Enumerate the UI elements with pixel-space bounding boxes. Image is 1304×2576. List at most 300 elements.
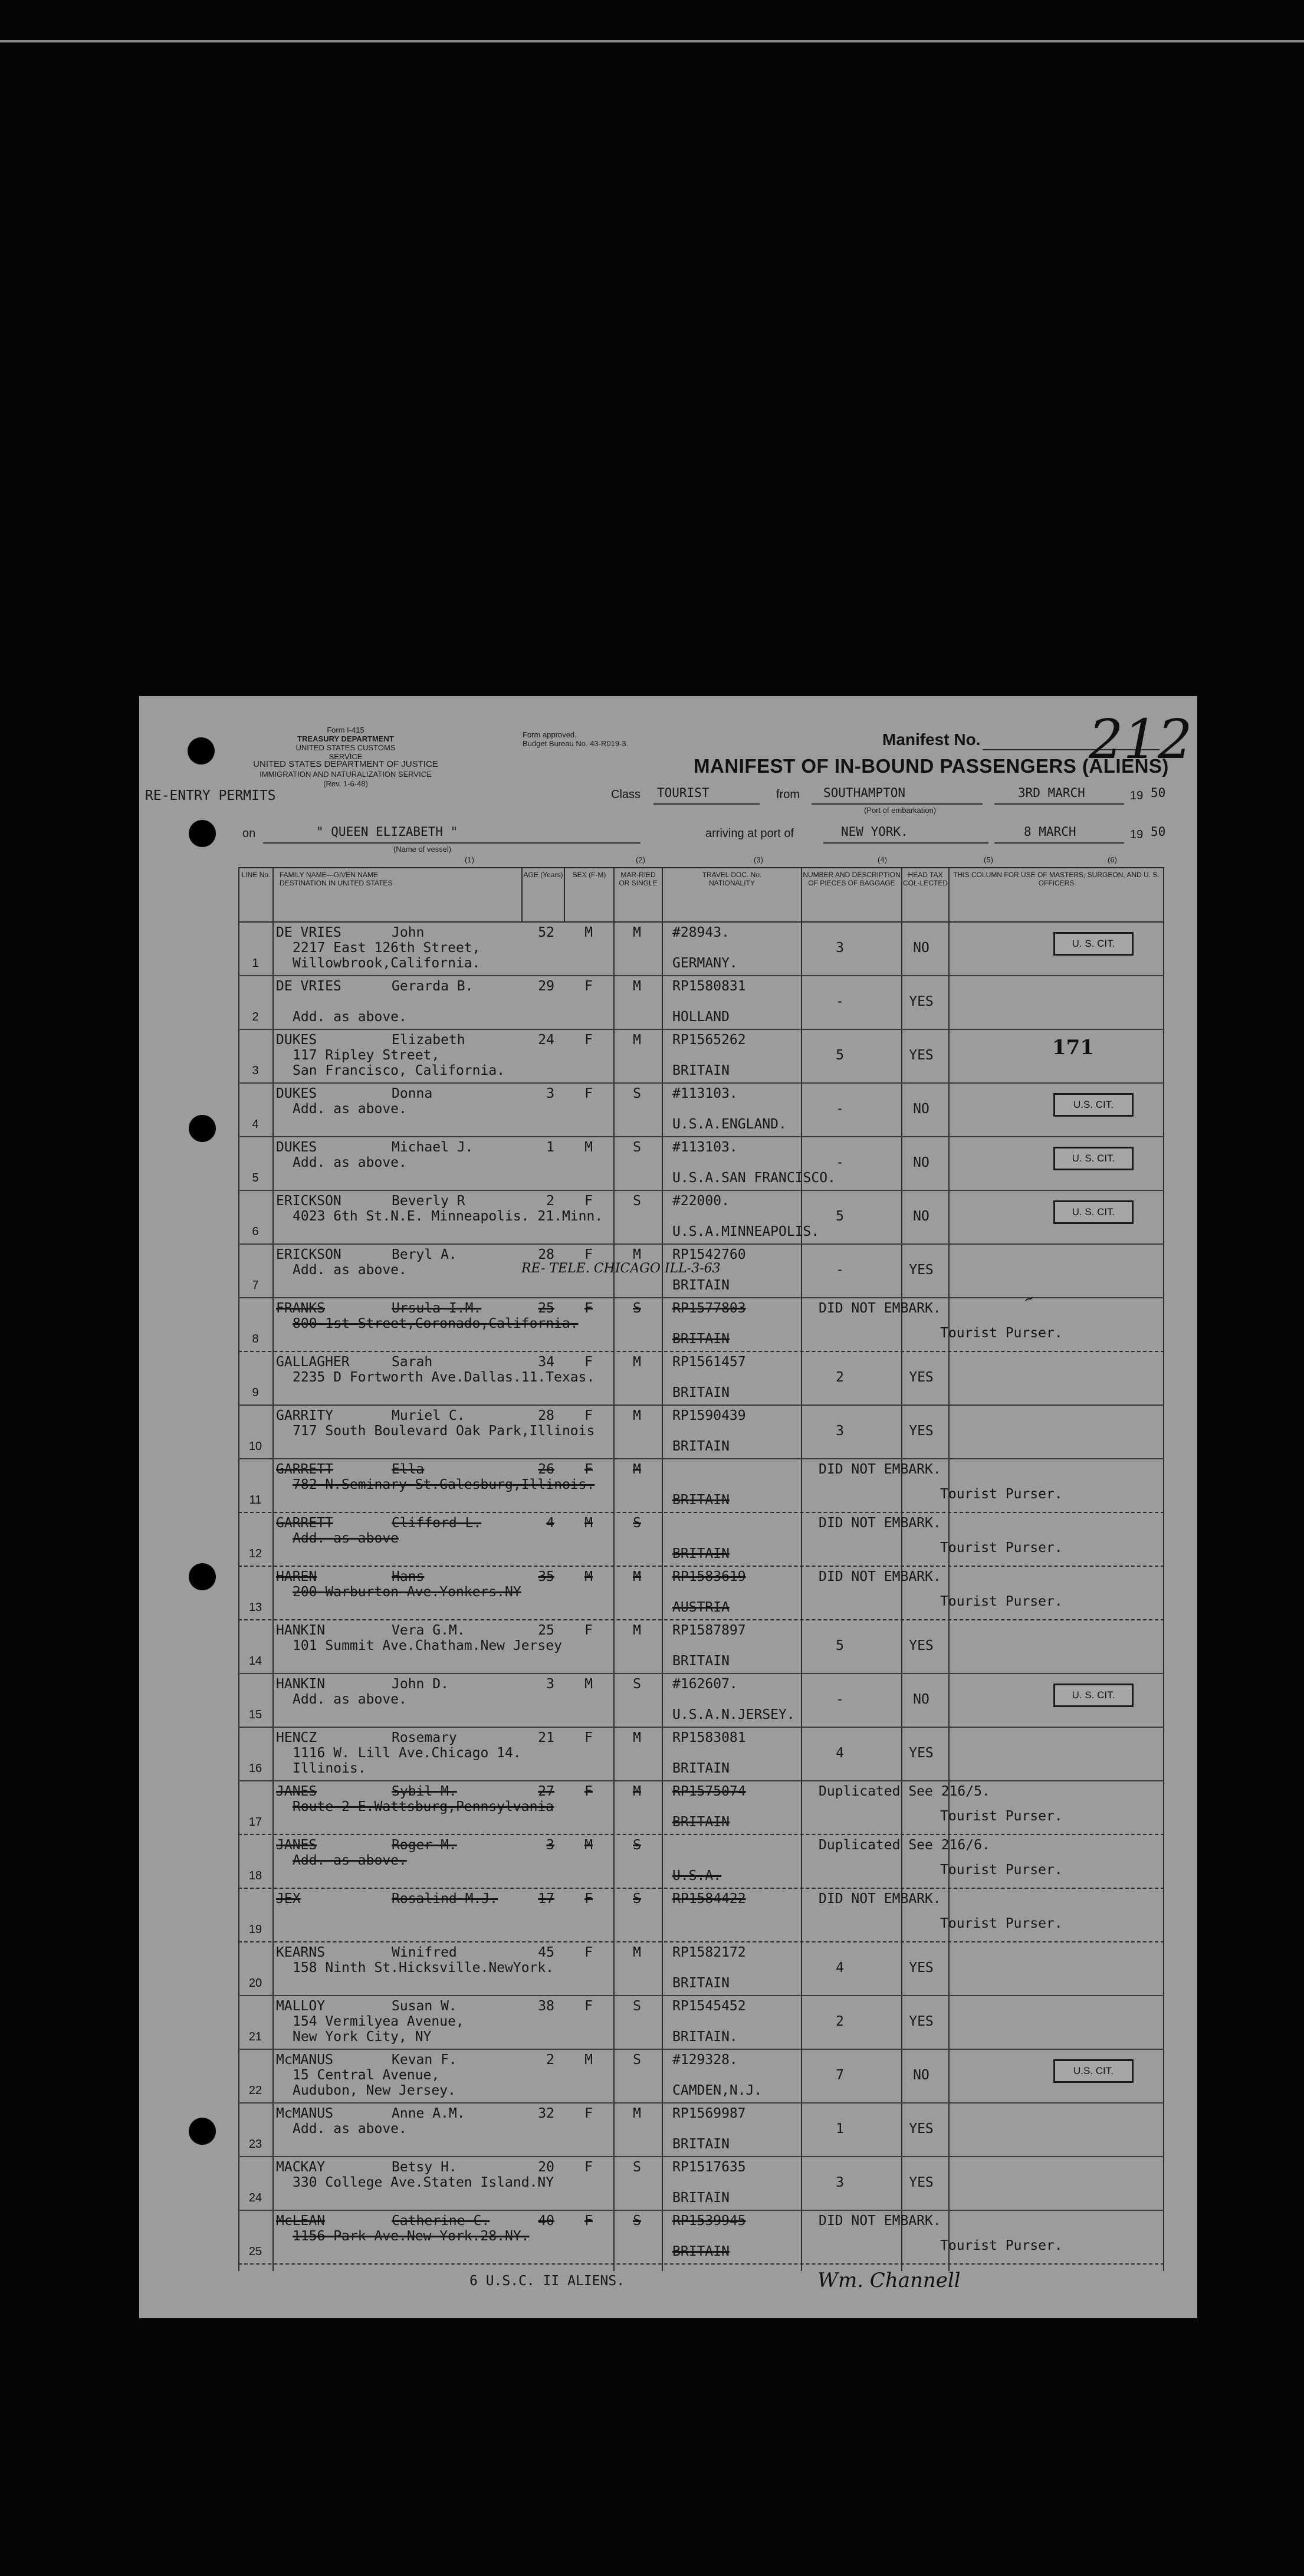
travel-doc-number: RP1542760 <box>672 1247 746 1262</box>
given-name: Vera G.M. <box>392 1623 465 1638</box>
head-tax: NO <box>913 1692 929 1707</box>
col-header-married: MAR-RIED OR SINGLE <box>619 871 658 887</box>
sex: F <box>584 1730 593 1745</box>
line-number: 23 <box>248 2138 262 2151</box>
family-name: GARRETT <box>276 1515 333 1531</box>
line-number: 22 <box>248 2084 262 2097</box>
head-tax: YES <box>909 1262 934 1278</box>
punch-hole <box>188 737 215 764</box>
table-row <box>238 1728 1164 1781</box>
destination-address: 2217 East 126th Street, <box>293 940 481 956</box>
port-underline <box>823 842 988 844</box>
head-tax: YES <box>909 1048 934 1063</box>
embark-status: DID NOT EMBARK. <box>819 2213 941 2229</box>
dept-justice: UNITED STATES DEPARTMENT OF JUSTICE <box>253 759 438 769</box>
baggage-count: 5 <box>836 1048 844 1063</box>
baggage-count: 4 <box>836 1745 844 1761</box>
col-header-line: LINE No. <box>241 871 271 879</box>
sex: M <box>584 1140 593 1155</box>
age: 25 <box>538 1301 554 1316</box>
date2-underline <box>994 842 1124 844</box>
travel-doc-number: RP1583081 <box>672 1730 746 1745</box>
destination-address: Add. as above. <box>293 1853 407 1868</box>
nationality: BRITAIN <box>672 1063 730 1078</box>
marital-status: M <box>633 1032 641 1048</box>
table-row <box>238 1835 1164 1889</box>
head-tax: YES <box>909 1370 934 1385</box>
travel-doc-number: #113103. <box>672 1140 738 1155</box>
destination-address: 2235 D Fortworth Ave.Dallas.11.Texas. <box>293 1370 595 1385</box>
given-name: Winifred <box>392 1945 457 1960</box>
travel-doc-number: #129328. <box>672 2052 738 2068</box>
given-name: Elizabeth <box>392 1032 465 1048</box>
punch-hole <box>189 2118 216 2145</box>
head-tax: YES <box>909 2175 934 2190</box>
given-name: Hans <box>392 1569 425 1584</box>
line-number: 19 <box>248 1923 262 1936</box>
family-name: McMANUS <box>276 2106 333 2121</box>
table-top-border <box>238 867 1164 868</box>
marital-status: S <box>633 1515 641 1531</box>
line-number: 2 <box>252 1010 259 1023</box>
family-name: FRANKS <box>276 1301 326 1316</box>
family-name: GALLAGHER <box>276 1354 350 1370</box>
travel-doc-number: RP1590439 <box>672 1408 746 1423</box>
us-citizen-stamp: U. S. CIT. <box>1053 932 1134 956</box>
age: 34 <box>538 1354 554 1370</box>
handwritten-annotation: RE- TELE. CHICAGO ILL-3-63 <box>521 1261 721 1276</box>
destination-address: 101 Summit Ave.Chatham.New Jersey <box>293 1638 562 1653</box>
family-name: DE VRIES <box>276 979 341 994</box>
sex: F <box>584 1301 593 1316</box>
handwritten-margin-mark: ~ <box>1021 1290 1037 1308</box>
nationality: GERMANY. <box>672 956 738 971</box>
vessel-underline <box>263 842 640 844</box>
family-name: MALLOY <box>276 1999 326 2014</box>
us-citizen-stamp: U. S. CIT. <box>1053 1147 1134 1170</box>
travel-doc-number: RP1539945 <box>672 2213 746 2229</box>
embark-status: DID NOT EMBARK. <box>819 1462 941 1477</box>
table-row <box>238 1513 1164 1567</box>
dept-treasury: TREASURY DEPARTMENT <box>297 734 394 743</box>
col-header-doc: TRAVEL DOC. No. NATIONALITY <box>702 871 762 887</box>
given-name: Donna <box>392 1086 433 1101</box>
family-name: DE VRIES <box>276 925 341 940</box>
nationality: BRITAIN <box>672 2137 730 2152</box>
line-number: 8 <box>252 1333 259 1346</box>
line-number: 17 <box>248 1816 262 1829</box>
sex: F <box>584 1247 593 1262</box>
nationality: BRITAIN. <box>672 2029 738 2045</box>
col-header-name: FAMILY NAME—GIVEN NAME DESTINATION IN UNITED STATES <box>280 871 393 887</box>
baggage-count: - <box>836 994 844 1009</box>
sex: M <box>584 1569 593 1584</box>
family-name: ERICKSON <box>276 1193 341 1209</box>
table-row <box>238 2211 1164 2265</box>
footer-signature: Wm. Channell <box>817 2269 961 2292</box>
family-name: MACKAY <box>276 2160 326 2175</box>
marital-status: M <box>633 2106 641 2121</box>
col-header-sex: SEX (F-M) <box>572 871 606 879</box>
travel-doc-number: #28943. <box>672 925 730 940</box>
col-header-officers: THIS COLUMN FOR USE OF MASTERS, SURGEON, AND U. S. OFFICERS <box>953 871 1160 887</box>
sex: F <box>584 979 593 994</box>
baggage-count: 5 <box>836 1638 844 1653</box>
purser-note: Tourist Purser. <box>940 1809 1063 1824</box>
line-number: 6 <box>252 1225 259 1238</box>
head-tax: NO <box>913 940 929 956</box>
nationality: BRITAIN <box>672 1385 730 1400</box>
travel-doc-number: #22000. <box>672 1193 730 1209</box>
table-row <box>238 1674 1164 1728</box>
given-name: John D. <box>392 1676 449 1692</box>
table-row <box>238 1298 1164 1352</box>
marital-status: M <box>633 925 641 940</box>
table-row <box>238 1889 1164 1942</box>
head-tax: YES <box>909 994 934 1009</box>
baggage-count: 2 <box>836 2014 844 2029</box>
nationality: U.S.A.ENGLAND. <box>672 1117 787 1132</box>
baggage-count: 3 <box>836 940 844 956</box>
embark-status: DID NOT EMBARK. <box>819 1515 941 1531</box>
line-number: 3 <box>252 1064 259 1077</box>
purser-note: Tourist Purser. <box>940 1916 1063 1931</box>
head-tax: NO <box>913 1101 929 1117</box>
baggage-count: 5 <box>836 1209 844 1224</box>
nationality: BRITAIN <box>672 1492 730 1508</box>
age: 26 <box>538 1462 554 1477</box>
table-row <box>238 2157 1164 2211</box>
form-number: Form I-415 <box>327 726 364 734</box>
sex: M <box>584 1676 593 1692</box>
sex: F <box>584 1462 593 1477</box>
marital-status: M <box>633 1730 641 1745</box>
destination-address: Add. as above. <box>293 1009 407 1025</box>
travel-doc-number: #162607. <box>672 1676 738 1692</box>
travel-doc-number: RP1582172 <box>672 1945 746 1960</box>
baggage-count: - <box>836 1101 844 1117</box>
us-citizen-stamp: U.S. CIT. <box>1053 2059 1134 2083</box>
purser-note: Tourist Purser. <box>940 1325 1063 1341</box>
travel-doc-number: RP1584422 <box>672 1891 746 1906</box>
travel-doc-number: RP1561457 <box>672 1354 746 1370</box>
baggage-count: 3 <box>836 2175 844 2190</box>
travel-doc-number: RP1517635 <box>672 2160 746 2175</box>
col-header-baggage: NUMBER AND DESCRIPTION OF PIECES OF BAGGAGE <box>803 871 901 887</box>
table-row <box>238 1191 1164 1245</box>
col-header-tax: HEAD TAX COL-LECTED <box>902 871 948 887</box>
destination-address: 154 Vermilyea Avenue, <box>293 2014 464 2029</box>
table-row <box>238 1567 1164 1620</box>
class-underline <box>653 803 760 805</box>
age: 52 <box>538 925 554 940</box>
age: 35 <box>538 1569 554 1584</box>
sex: M <box>584 925 593 940</box>
line-number: 11 <box>249 1494 262 1507</box>
class-label: Class <box>611 788 641 801</box>
manifest-page <box>139 696 1197 2318</box>
head-tax: YES <box>909 1960 934 1976</box>
sex: F <box>584 1891 593 1906</box>
line-number: 7 <box>252 1279 259 1292</box>
family-name: HANKIN <box>276 1623 326 1638</box>
destination-address: 717 South Boulevard Oak Park,Illinois <box>293 1423 595 1439</box>
family-name: KEARNS <box>276 1945 326 1960</box>
nationality: BRITAIN <box>672 1331 730 1347</box>
age: 17 <box>538 1891 554 1906</box>
family-name: GARRETT <box>276 1462 333 1477</box>
sex: F <box>584 1945 593 1960</box>
marital-status: S <box>633 2052 641 2068</box>
age: 3 <box>546 1086 554 1101</box>
age: 29 <box>538 979 554 994</box>
nationality: BRITAIN <box>672 1278 730 1293</box>
given-name: John <box>392 925 425 940</box>
given-name: Clifford L. <box>392 1515 482 1531</box>
sex: F <box>584 1408 593 1423</box>
line-number: 15 <box>248 1708 262 1721</box>
form-approved: Form approved. <box>523 730 577 739</box>
sex: F <box>584 2160 593 2175</box>
age: 28 <box>538 1247 554 1262</box>
age: 32 <box>538 2106 554 2121</box>
travel-doc-number: RP1580831 <box>672 979 746 994</box>
marital-status: M <box>633 1945 641 1960</box>
destination-address: Route 2 E.Wattsburg,Pennsylvania <box>293 1799 554 1814</box>
table-row <box>238 1942 1164 1996</box>
dept-justice-sub: IMMIGRATION AND NATURALIZATION SERVICE <box>260 770 432 779</box>
head-tax: YES <box>909 1745 934 1761</box>
travel-doc-number: RP1569987 <box>672 2106 746 2121</box>
given-name: Ella <box>392 1462 425 1477</box>
line-number: 14 <box>248 1655 262 1668</box>
family-name: HANKIN <box>276 1676 326 1692</box>
nationality: U.S.A.N.JERSEY. <box>672 1707 795 1722</box>
baggage-count: - <box>836 1692 844 1707</box>
footer-totals: 6 U.S.C. II ALIENS. <box>469 2273 625 2289</box>
destination-address: Add. as above <box>293 1531 399 1546</box>
table-row <box>238 1245 1164 1298</box>
given-name: Beryl A. <box>392 1247 457 1262</box>
punch-hole <box>189 1563 216 1590</box>
reentry-permits: RE-ENTRY PERMITS <box>145 788 276 803</box>
destination-address: Add. as above. <box>293 1692 407 1707</box>
sex: M <box>584 1837 593 1853</box>
travel-doc-number: RP1575074 <box>672 1784 746 1799</box>
marital-status: S <box>633 1837 641 1853</box>
dept-treasury-sub: UNITED STATES CUSTOMS SERVICE <box>295 743 396 761</box>
age: 2 <box>546 2052 554 2068</box>
marital-status: M <box>633 1408 641 1423</box>
table-row <box>238 1030 1164 1084</box>
col-num-5: (5) <box>984 855 993 864</box>
baggage-count: 1 <box>836 2121 844 2137</box>
destination-address: San Francisco, California. <box>293 1063 505 1078</box>
travel-doc-number: RP1545452 <box>672 1999 746 2014</box>
port-embark-note: (Port of embarkation) <box>863 806 937 815</box>
destination-address: New York City, NY <box>293 2029 432 2045</box>
age: 21 <box>538 1730 554 1745</box>
given-name: Gerarda B. <box>392 979 474 994</box>
arrival-date: 8 MARCH <box>1024 825 1076 839</box>
destination-address: 330 College Ave.Staten Island.NY <box>293 2175 554 2190</box>
table-row <box>238 923 1164 976</box>
given-name: Sarah <box>392 1354 433 1370</box>
head-tax: YES <box>909 2014 934 2029</box>
marital-status: S <box>633 1676 641 1692</box>
marital-status: S <box>633 1891 641 1906</box>
destination-address: Add. as above. <box>293 1155 407 1170</box>
destination-address: 15 Central Avenue, <box>293 2068 440 2083</box>
table-row <box>238 1352 1164 1406</box>
given-name: Rosalind M.J. <box>392 1891 498 1906</box>
sex: F <box>584 1032 593 1048</box>
age: 27 <box>538 1784 554 1799</box>
head-tax: NO <box>913 1209 929 1224</box>
embark-status: Duplicated See 216/6. <box>819 1837 990 1853</box>
destination-address: 1156 Park Ave.New York.28.NY. <box>293 2229 530 2244</box>
date1-underline <box>994 803 1124 805</box>
head-tax: YES <box>909 1423 934 1439</box>
given-name: Ursula I.M. <box>392 1301 482 1316</box>
marital-status: S <box>633 1086 641 1101</box>
manifest-no-label: Manifest No. <box>882 730 981 749</box>
table-row <box>238 2050 1164 2104</box>
sex: F <box>584 1086 593 1101</box>
nationality: BRITAIN <box>672 1653 730 1669</box>
purser-note: Tourist Purser. <box>940 2238 1063 2253</box>
destination-address: 4023 6th St.N.E. Minneapolis. 21.Minn. <box>293 1209 603 1224</box>
us-citizen-stamp: U.S. CIT. <box>1053 1093 1134 1117</box>
marital-status: M <box>633 1354 641 1370</box>
travel-doc-number: RP1587897 <box>672 1623 746 1638</box>
table-row <box>238 976 1164 1030</box>
nationality: BRITAIN <box>672 1814 730 1830</box>
marital-status: S <box>633 2213 641 2229</box>
embark-status: DID NOT EMBARK. <box>819 1891 941 1906</box>
table-row <box>238 1084 1164 1137</box>
age: 20 <box>538 2160 554 2175</box>
row-divider <box>238 2263 1164 2265</box>
marital-status: M <box>633 1784 641 1799</box>
family-name: McLEAN <box>276 2213 326 2229</box>
family-name: GARRITY <box>276 1408 333 1423</box>
marital-status: M <box>633 1247 641 1262</box>
baggage-count: 3 <box>836 1423 844 1439</box>
marital-status: M <box>633 1623 641 1638</box>
marital-status: S <box>633 2160 641 2175</box>
destination-address: 800 1st Street,Coronado,California. <box>293 1316 579 1331</box>
destination-address: 200 Warburton Ave.Yonkers.NY <box>293 1584 521 1600</box>
year-prefix-1: 19 <box>1130 789 1144 802</box>
family-name: JANES <box>276 1837 317 1853</box>
nationality: U.S.A.SAN FRANCISCO. <box>672 1170 836 1186</box>
nationality: BRITAIN <box>672 1976 730 1991</box>
destination-address: 158 Ninth St.Hicksville.NewYork. <box>293 1960 554 1976</box>
line-number: 16 <box>248 1762 262 1775</box>
age: 40 <box>538 2213 554 2229</box>
vessel-note: (Name of vessel) <box>393 845 452 854</box>
age: 4 <box>546 1515 554 1531</box>
given-name: Susan W. <box>392 1999 457 2014</box>
given-name: Rosemary <box>392 1730 457 1745</box>
purser-note: Tourist Purser. <box>940 1486 1063 1502</box>
year-prefix-2: 19 <box>1130 828 1144 841</box>
us-citizen-stamp: U. S. CIT. <box>1053 1200 1134 1224</box>
passenger-table <box>238 867 1164 2271</box>
from-value: SOUTHAMPTON <box>823 786 906 800</box>
line-number: 13 <box>248 1601 262 1614</box>
given-name: Kevan F. <box>392 2052 457 2068</box>
purser-note: Tourist Purser. <box>940 1594 1063 1609</box>
family-name: HENCZ <box>276 1730 317 1745</box>
punch-hole <box>189 820 216 847</box>
on-label: on <box>242 827 256 840</box>
line-number: 24 <box>248 2191 262 2204</box>
arrival-port: NEW YORK. <box>841 825 908 839</box>
baggage-count: - <box>836 1155 844 1170</box>
sex: F <box>584 1784 593 1799</box>
class-value: TOURIST <box>657 786 710 800</box>
travel-doc-number: RP1583619 <box>672 1569 746 1584</box>
date-departure: 3RD MARCH <box>1018 786 1085 800</box>
family-name: JEX <box>276 1891 301 1906</box>
microfilm-edge-line <box>0 40 1304 42</box>
destination-address: 117 Ripley Street, <box>293 1048 440 1063</box>
head-tax: YES <box>909 1638 934 1653</box>
marital-status: S <box>633 1301 641 1316</box>
family-name: DUKES <box>276 1140 317 1155</box>
nationality: U.S.A. <box>672 1868 722 1883</box>
destination-address: Add. as above. <box>293 2121 407 2137</box>
age: 45 <box>538 1945 554 1960</box>
given-name: Roger M. <box>392 1837 457 1853</box>
given-name: Muriel C. <box>392 1408 465 1423</box>
destination-address: Add. as above. <box>293 1262 407 1278</box>
sex: M <box>584 1515 593 1531</box>
col-num-1: (1) <box>465 855 474 864</box>
nationality: BRITAIN <box>672 2190 730 2206</box>
budget-bureau: Budget Bureau No. 43-R019-3. <box>523 739 629 748</box>
sex: F <box>584 1623 593 1638</box>
nationality: BRITAIN <box>672 1546 730 1561</box>
col-num-2: (2) <box>636 855 645 864</box>
table-row <box>238 1137 1164 1191</box>
sex: F <box>584 1999 593 2014</box>
vessel-name: " QUEEN ELIZABETH " <box>316 825 458 839</box>
given-name: Anne A.M. <box>392 2106 465 2121</box>
col-num-6: (6) <box>1108 855 1117 864</box>
baggage-count: 4 <box>836 1960 844 1976</box>
table-row <box>238 1620 1164 1674</box>
marital-status: M <box>633 1462 641 1477</box>
sex: F <box>584 2106 593 2121</box>
family-name: DUKES <box>276 1086 317 1101</box>
travel-doc-number: #113103. <box>672 1086 738 1101</box>
given-name: Michael J. <box>392 1140 474 1155</box>
marital-status: S <box>633 1193 641 1209</box>
given-name: Beverly R <box>392 1193 465 1209</box>
sex: F <box>584 1354 593 1370</box>
given-name: Catherine C. <box>392 2213 490 2229</box>
family-name: ERICKSON <box>276 1247 341 1262</box>
age: 25 <box>538 1623 554 1638</box>
sex: F <box>584 2213 593 2229</box>
destination-address: Illinois. <box>293 1761 366 1776</box>
from-label: from <box>776 788 800 801</box>
given-name: Sybil M. <box>392 1784 457 1799</box>
line-number: 9 <box>252 1386 259 1399</box>
